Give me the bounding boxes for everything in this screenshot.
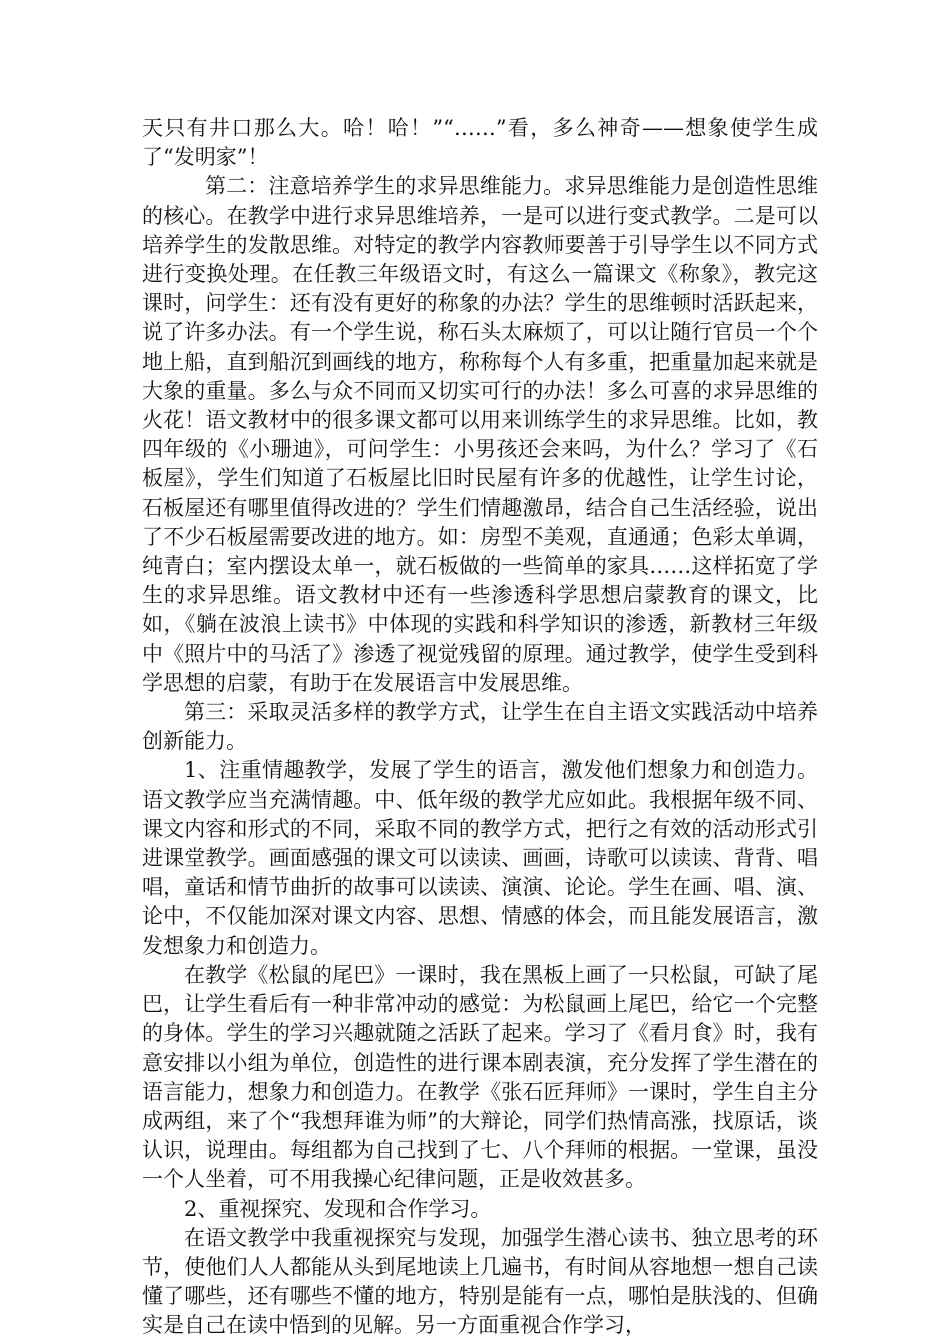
paragraph-point-three: 第三：采取灵活多样的教学方式，让学生在自主语文实践活动中培养创新能力。 [142,700,818,754]
paragraph-item-one: 1、注重情趣教学，发展了学生的语言，激发他们想象力和创造力。语文教学应当充满情趣。中、低年级的教学尤应如此。我根据年级不同、课文内容和形式的不同，采取不同的教学方式，把行之有效的活动形式引进课堂教学。画面感强的课文可以读读、画画，诗歌可以读读、背背、唱唱，童话和情节曲折的故事可以读读、演演、论论。学生在画、唱、演、论中，不仅能加深对课文内容、思想、情感的体会，而且能发展语言，激发想象力和创造力。 [142,758,818,958]
paragraph-item-two: 2、重视探究、发现和合作学习。 [184,1196,492,1221]
paragraph-example-squirrel: 在教学《松鼠的尾巴》一课时，我在黑板上画了一只松鼠，可缺了尾巴，让学生看后有一种非常冲动的感觉：为松鼠画上尾巴，给它一个完整的身体。学生的学习兴趣就随之活跃了起来。学习了《看月食》时，我有意安排以小组为单位，创造性的进行课本剧表演，充分发挥了学生潜在的语言能力，想象力和创造力。在教学《张石匠拜师》一课时，学生自主分成两组，来了个“我想拜谁为师”的大辩论，同学们热情高涨，找原话，谈认识，说理由。每组都为自己找到了七、八个拜师的根据。一堂课，虽没一个人坐着，可不用我操心纪律问题，正是收效甚多。 [142,962,818,1192]
paragraph-exploration: 在语文教学中我重视探究与发现，加强学生潜心读书、独立思考的环节，使他们人人都能从头到尾地读上几遍书，有时间从容地想一想自己读懂了哪些，还有哪些不懂的地方，特别是能有一点，哪怕是肤浅的、但确实是自己在读中悟到的见解。另一方面重视合作学习， [142,1225,818,1338]
document-body [142,114,818,1341]
paragraph-continuation: 天只有井口那么大。哈！哈！”“……”看，多么神奇——想象使学生成了“发明家”！ [142,116,818,170]
paragraph-point-two: 第二：注意培养学生的求异思维能力。求异思维能力是创造性思维的核心。在教学中进行求异思维培养，一是可以进行变式教学。二是可以培养学生的发散思维。对特定的教学内容教师要善于引导学生以不同方式进行变换处理。在任教三年级语文时，有这么一篇课文《称象》，教完这课时，问学生：还有没有更好的称象的办法？学生的思维顿时活跃起来，说了许多办法。有一个学生说，称石头太麻烦了，可以让随行官员一个个地上船，直到船沉到画线的地方，称称每个人有多重，把重量加起来就是大象的重量。多么与众不同而又切实可行的办法！多么可喜的求异思维的火花！语文教材中的很多课文都可以用来训练学生的求异思维。比如，教四年级的《小珊迪》，可问学生：小男孩还会来吗，为什么？学习了《石板屋》，学生们知道了石板屋比旧时民屋有许多的优越性，让学生讨论，石板屋还有哪里值得改进的？学生们情趣激昂，结合自己生活经验，说出了不少石板屋需要改进的地方。如：房型不美观，直通通；色彩太单调，纯青白；室内摆设太单一，就石板做的一些简单的家具……这样拓宽了学生的求异思维。语文教材中还有一些渗透科学思想启蒙教育的课文，比如，《躺在波浪上读书》中体现的实践和科学知识的渗透，新教材三年级中《照片中的马活了》渗透了视觉残留的原理。通过教学，使学生受到科学思想的启蒙，有助于在发展语言中发展思维。 [142,174,818,695]
